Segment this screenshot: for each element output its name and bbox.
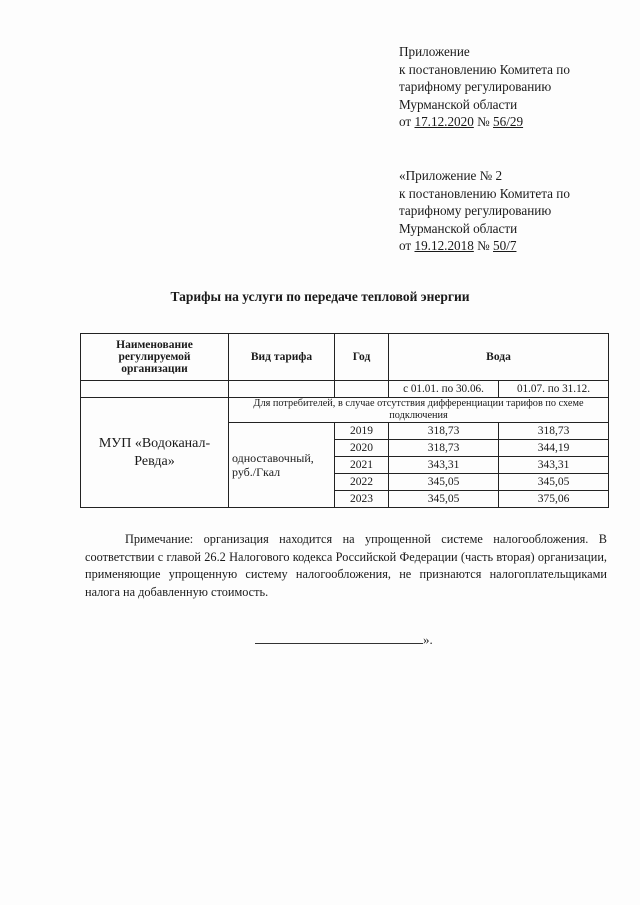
date-prefix: от bbox=[399, 114, 412, 129]
header-line: к постановлению Комитета по bbox=[399, 185, 570, 201]
closing-quote: ». bbox=[423, 632, 433, 647]
consumer-note: Для потребителей, в случае отсутствия дифференциации тарифов по схеме подключения bbox=[229, 398, 609, 423]
empty-cell bbox=[81, 381, 229, 398]
header-date-line bbox=[399, 113, 624, 131]
header-date-line bbox=[399, 237, 624, 255]
column-header-water: Вода bbox=[389, 334, 609, 381]
consumer-row bbox=[81, 398, 609, 423]
empty-cell bbox=[335, 381, 389, 398]
tariff-value: 318,73 bbox=[389, 423, 499, 440]
header-line: тарифному регулированию bbox=[399, 79, 552, 94]
header-line: «Приложение № 2 bbox=[399, 168, 503, 183]
resolution-number: 56/29 bbox=[493, 114, 524, 129]
signature-underline bbox=[255, 631, 423, 644]
header-line: Приложение bbox=[399, 44, 470, 59]
table-header-row bbox=[81, 334, 609, 381]
tariff-value: 345,05 bbox=[389, 491, 499, 508]
closing-line bbox=[255, 631, 433, 648]
tariff-value: 375,06 bbox=[499, 491, 609, 508]
organization-name: МУП «Водоканал-Ревда» bbox=[81, 398, 229, 508]
year-cell: 2020 bbox=[335, 440, 389, 457]
year-cell: 2019 bbox=[335, 423, 389, 440]
column-header-organization: Наименование регулируемой организации bbox=[81, 334, 229, 381]
header-line: Мурманской области bbox=[399, 220, 518, 236]
number-sign: № bbox=[477, 238, 490, 253]
tariff-value: 318,73 bbox=[499, 423, 609, 440]
tax-note: Примечание: организация находится на упрощенной системе налогообложения. В соответствии с главой 26.2 Налогового кодекса Российской Федерации (часть вторая) организации, применяющие упрощенную систему налогообложения, не признаются налогоплательщиками налога на добавленную стоимость. bbox=[85, 532, 607, 599]
empty-cell bbox=[229, 381, 335, 398]
header-line: к постановлению Комитета по bbox=[399, 61, 570, 77]
tariff-value: 344,19 bbox=[499, 440, 609, 457]
tariff-value: 343,31 bbox=[389, 457, 499, 474]
tariff-value: 345,05 bbox=[389, 474, 499, 491]
year-cell: 2021 bbox=[335, 457, 389, 474]
document-title: Тарифы на услуги по передаче тепловой энергии bbox=[170, 289, 470, 304]
column-header-tariff-type: Вид тарифа bbox=[229, 334, 335, 381]
tariff-type: одноставочный, руб./Гкал bbox=[229, 423, 335, 508]
tariff-table bbox=[80, 333, 609, 508]
column-header-year: Год bbox=[335, 334, 389, 381]
resolution-date: 19.12.2018 bbox=[414, 238, 474, 253]
year-cell: 2022 bbox=[335, 474, 389, 491]
header-line: Мурманской области bbox=[399, 96, 518, 112]
period-header-row bbox=[81, 381, 609, 398]
header-line: тарифному регулированию bbox=[399, 203, 552, 218]
period-header: с 01.01. по 30.06. bbox=[389, 381, 499, 398]
tariff-value: 345,05 bbox=[499, 474, 609, 491]
date-prefix: от bbox=[399, 238, 412, 253]
period-header: 01.07. по 31.12. bbox=[499, 381, 609, 398]
appendix-header bbox=[399, 43, 624, 131]
resolution-date: 17.12.2020 bbox=[414, 114, 474, 129]
resolution-number: 50/7 bbox=[493, 238, 517, 253]
tariff-value: 343,31 bbox=[499, 457, 609, 474]
tariff-value: 318,73 bbox=[389, 440, 499, 457]
appendix-2-header bbox=[399, 167, 624, 255]
year-cell: 2023 bbox=[335, 491, 389, 508]
number-sign: № bbox=[477, 114, 490, 129]
